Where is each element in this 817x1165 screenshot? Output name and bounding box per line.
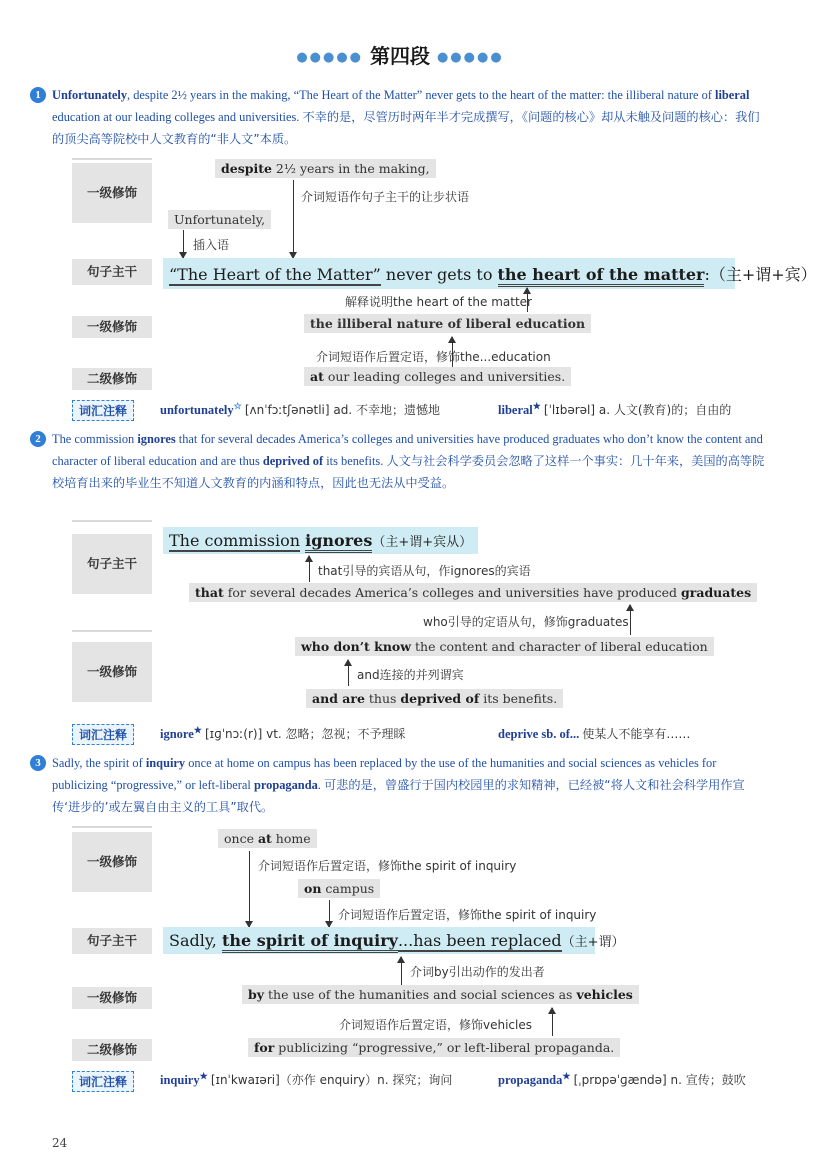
- label-level1: 一级修饰: [72, 316, 152, 338]
- vocab-entry: propaganda★ [ˌprɒpəˈɡændə] n. 宣传；鼓吹: [498, 1071, 746, 1088]
- sentence-text: Sadly, the spirit of: [52, 756, 146, 770]
- divider: [72, 630, 152, 632]
- sentence-2: [35, 428, 770, 494]
- arrow-down: [183, 230, 184, 258]
- annotation: 介词短语作后置定语，修饰the...education: [316, 350, 551, 364]
- main-clause-3: Sadly, the spirit of inquiry...has been replaced（主+谓）: [163, 927, 595, 954]
- clause-who: who don’t know the content and character of liberal education: [295, 637, 714, 656]
- clause-and: and are thus deprived of its benefits.: [306, 689, 563, 708]
- label-main: 句子主干: [72, 928, 152, 954]
- translation: 可悲的是，曾盛行于国内校园里的求知精神，已经被“将人文和社会科学用作宣传‘进步的’或左翼自由主义的工具”取代。: [52, 778, 745, 814]
- keyword: inquiry: [145, 756, 186, 770]
- vocab-label: 词汇注释: [72, 1071, 134, 1092]
- vocab-label: 词汇注释: [72, 724, 134, 745]
- arrow-down: [293, 180, 294, 258]
- annotation: 介词短语作句子主干的让步状语: [301, 190, 470, 204]
- modifier-despite: despite 2½ years in the making,: [215, 159, 436, 178]
- keyword: ignores: [137, 432, 176, 446]
- sentence-number-1: 1: [30, 87, 46, 103]
- modifier-nature: the illiberal nature of liberal education: [304, 314, 591, 333]
- modifier-for: for publicizing “progressive,” or left-liberal propaganda.: [248, 1038, 620, 1057]
- sentence-number-3: 3: [30, 755, 46, 771]
- arrow-down: [249, 851, 250, 927]
- sentence-text: its benefits.: [323, 454, 387, 468]
- label-main: 句子主干: [72, 259, 152, 285]
- sentence-text: .: [317, 778, 324, 792]
- sentence-text: education at our leading colleges and universities.: [52, 110, 303, 124]
- vocab-entry: deprive sb. of... 使某人不能享有……: [498, 727, 691, 741]
- section-title: [0, 40, 800, 69]
- arrow-up: [309, 556, 310, 582]
- sentence-1: [35, 84, 770, 150]
- divider: [72, 520, 152, 522]
- divider: [72, 826, 152, 828]
- title-dots-left: ●●●●●: [296, 50, 364, 65]
- main-clause-1: “The Heart of the Matter” never gets to the heart of the matter:（主+谓+宾）: [163, 258, 735, 289]
- translation: 不幸的是，尽管历时两年半才完成撰写，《问题的核心》却从未触及问题的核心：我们的顶尖高等院校中人文教育的“非人文”本质。: [52, 110, 760, 146]
- sentence-text: once at home on campus has been replaced by the use of the humanities and social sciences as vehicles for publicizing “progressive,” or left-liberal: [52, 756, 717, 792]
- keyword: Unfortunately: [52, 88, 128, 102]
- title-dots-right: ●●●●●: [436, 50, 504, 65]
- label-level1: 一级修饰: [72, 832, 152, 892]
- keyword: liberal: [715, 88, 750, 102]
- sentence-number-2: 2: [30, 431, 46, 447]
- annotation: who引导的定语从句，修饰graduates: [423, 615, 629, 629]
- title-text: 第四段: [370, 44, 430, 68]
- label-main: 句子主干: [72, 534, 152, 594]
- sentence-text: , despite 2½ years in the making, “The Heart of the Matter” never gets to the heart of the matter: the illiberal nature of: [127, 88, 716, 102]
- annotation: that引导的宾语从句，作ignores的宾语: [318, 564, 531, 578]
- modifier-at: at our leading colleges and universities.: [304, 367, 571, 386]
- label-level1: 一级修饰: [72, 642, 152, 702]
- clause-that: that for several decades America’s colleges and universities have produced graduates: [189, 583, 757, 602]
- keyword: propaganda: [253, 778, 318, 792]
- sentence-text: that for several decades America’s colleges and universities have produced graduates who don’t know the content and character of liberal education and are thus: [52, 432, 763, 468]
- modifier-once: once at home: [218, 829, 317, 848]
- arrow-up: [630, 605, 631, 635]
- main-clause-2: The commission ignores（主+谓+宾从）: [163, 527, 478, 554]
- arrow-up: [401, 957, 402, 985]
- label-level2: 二级修饰: [72, 1039, 152, 1061]
- annotation: 介词短语作后置定语，修饰the spirit of inquiry: [338, 908, 597, 922]
- annotation: 插入语: [193, 238, 230, 252]
- modifier-unfortunately: Unfortunately,: [168, 210, 271, 229]
- vocab-entry: liberal★ [ˈlɪbərəl] a. 人文(教育)的；自由的: [498, 401, 732, 418]
- divider: [72, 158, 152, 160]
- sentence-text: The commission: [52, 432, 138, 446]
- arrow-up: [552, 1008, 553, 1036]
- vocab-entry: unfortunately☆ [ʌnˈfɔːtʃənətli] ad. 不幸地；遗憾地: [160, 401, 440, 418]
- arrow-down: [329, 900, 330, 927]
- modifier-by: by the use of the humanities and social sciences as vehicles: [242, 985, 639, 1004]
- vocab-label: 词汇注释: [72, 400, 134, 421]
- annotation: 解释说明the heart of the matter: [345, 295, 532, 309]
- keyword: deprived of: [262, 454, 324, 468]
- modifier-on: on campus: [298, 879, 380, 898]
- vocab-entry: inquiry★ [ɪnˈkwaɪəri]（亦作 enquiry）n. 探究；询问: [160, 1071, 453, 1088]
- label-level2: 二级修饰: [72, 368, 152, 390]
- sentence-3: [35, 752, 770, 818]
- translation: 人文与社会科学委员会忽略了这样一个事实：几十年来，美国的高等院校培育出来的毕业生不知道人文教育的内涵和特点，因此也无法从中受益。: [52, 454, 765, 490]
- label-level1: 一级修饰: [72, 987, 152, 1009]
- annotation: and连接的并列谓宾: [357, 668, 464, 682]
- page-number: 24: [52, 1136, 68, 1150]
- annotation: 介词短语作后置定语，修饰the spirit of inquiry: [258, 859, 517, 873]
- arrow-up: [348, 660, 349, 686]
- vocab-entry: ignore★ [ɪɡˈnɔː(r)] vt. 忽略；忽视；不予理睬: [160, 725, 406, 742]
- annotation: 介词短语作后置定语，修饰vehicles: [339, 1018, 532, 1032]
- annotation: 介词by引出动作的发出者: [410, 965, 545, 979]
- label-level1: 一级修饰: [72, 163, 152, 223]
